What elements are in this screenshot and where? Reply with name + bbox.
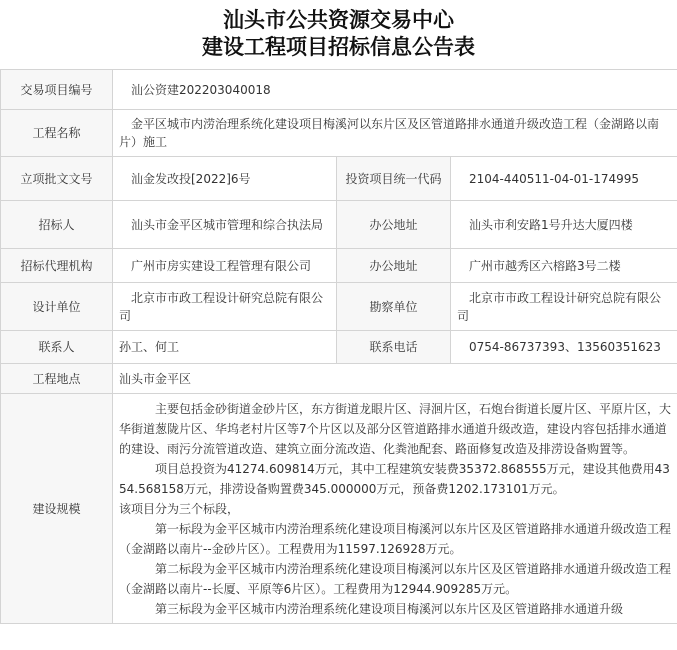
location-value: 汕头市金平区 xyxy=(113,364,677,394)
row-design xyxy=(1,283,677,331)
location-label: 工程地点 xyxy=(1,364,113,394)
survey-unit-value: 北京市市政工程设计研究总院有限公司 xyxy=(451,283,677,331)
scale-paragraph: 第三标段为金平区城市内涝治理系统化建设项目梅溪河以东片区及区管道路排水通道升级 xyxy=(155,602,624,616)
design-unit-value: 北京市市政工程设计研究总院有限公司 xyxy=(113,283,337,331)
phone-value: 0754-86737393、13560351623 xyxy=(451,331,677,364)
scale-paragraph: 主要包括金砂街道金砂片区，东方街道龙眼片区、浔洄片区，石炮台街道长厦片区、平原片区，大华街道葱陇片区、华坞老村片区等7个片区以及部分区管道路排水通道升级改造，建设内容包括排水通道的建设、雨污分流管道改造、建筑立面分流改造、化粪池配套、路面修复改造及排涝设备购置等。 xyxy=(119,402,672,456)
survey-unit-label: 勘察单位 xyxy=(337,283,451,331)
row-project-name xyxy=(1,110,677,157)
tenderer-address-label: 办公地址 xyxy=(337,201,451,249)
row-tenderer xyxy=(1,201,677,249)
design-unit-label: 设计单位 xyxy=(1,283,113,331)
project-name-value: 金平区城市内涝治理系统化建设项目梅溪河以东片区及区管道路排水通道升级改造工程（金湖路以南片）施工 xyxy=(113,110,677,157)
scale-paragraph: 项目总投资为41274.609814万元，其中工程建筑安装费35372.868555万元，建设其他费用4354.568158万元，排涝设备购置费345.000000万元，预备费1202.173101万元。 xyxy=(119,462,670,496)
row-contact xyxy=(1,331,677,364)
contact-label: 联系人 xyxy=(1,331,113,364)
tenderer-address-value: 汕头市利安路1号升达大厦四楼 xyxy=(451,201,677,249)
tenderer-label: 招标人 xyxy=(1,201,113,249)
unified-code-label: 投资项目统一代码 xyxy=(337,157,451,201)
row-project-no xyxy=(1,70,677,110)
scale-paragraph: 第二标段为金平区城市内涝治理系统化建设项目梅溪河以东片区及区管道路排水通道升级改造工程（金湖路以南片--长厦、平原等6片区）。工程费用为12944.909285万元。 xyxy=(119,562,672,596)
scale-label: 建设规模 xyxy=(1,394,113,624)
agency-address-label: 办公地址 xyxy=(337,249,451,283)
phone-label: 联系电话 xyxy=(337,331,451,364)
row-location xyxy=(1,364,677,394)
title-line-1: 汕头市公共资源交易中心 xyxy=(223,7,454,32)
row-agency xyxy=(1,249,677,283)
tender-info-table xyxy=(0,69,677,624)
unified-code-value: 2104-440511-04-01-174995 xyxy=(451,157,677,201)
project-no-label: 交易项目编号 xyxy=(1,70,113,110)
scale-paragraph: 该项目分为三个标段， xyxy=(119,502,240,516)
scale-paragraph: 第一标段为金平区城市内涝治理系统化建设项目梅溪河以东片区及区管道路排水通道升级改造工程（金湖路以南片--金砂片区）。工程费用为11597.126928万元。 xyxy=(119,522,672,556)
row-scale xyxy=(1,394,677,624)
tenderer-value: 汕头市金平区城市管理和综合执法局 xyxy=(113,201,337,249)
title-line-2: 建设工程项目招标信息公告表 xyxy=(202,34,475,59)
agency-address-value: 广州市越秀区六榕路3号二楼 xyxy=(451,249,677,283)
agency-label: 招标代理机构 xyxy=(1,249,113,283)
scale-content xyxy=(113,394,677,624)
approval-no-value: 汕金发改投[2022]6号 xyxy=(113,157,337,201)
project-no-value: 汕公资建202203040018 xyxy=(113,70,677,110)
project-name-label: 工程名称 xyxy=(1,110,113,157)
contact-value: 孙工、何工 xyxy=(113,331,337,364)
page-title xyxy=(0,0,677,69)
approval-no-label: 立项批文文号 xyxy=(1,157,113,201)
agency-value: 广州市房实建设工程管理有限公司 xyxy=(113,249,337,283)
row-approval xyxy=(1,157,677,201)
